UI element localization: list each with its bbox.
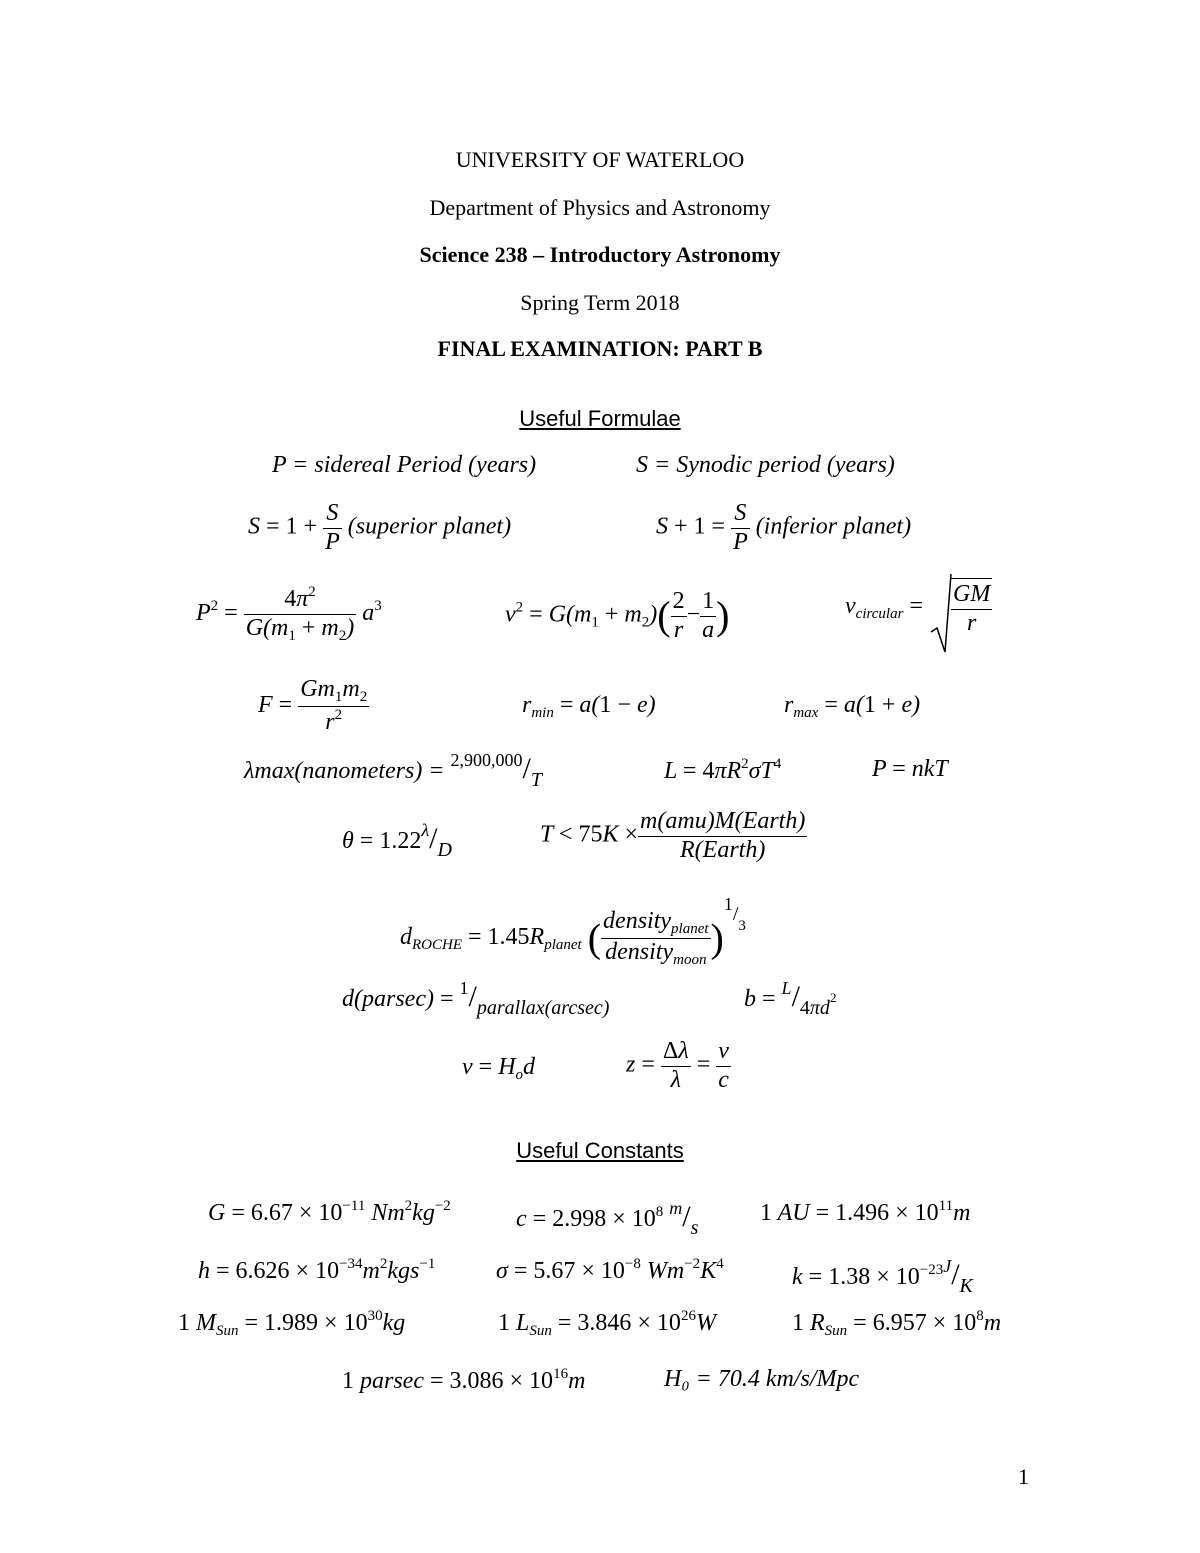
- stefan-boltzmann-equation: $L = 4\pi R^2\sigma T^4$: [664, 756, 782, 784]
- atmosphere-retention-equation: T < 75K × $\frac{\text{m(amu)M(Earth)}}{\text{R(Earth)}}$: [540, 808, 806, 863]
- synodic-definition: S = Synodic period (years): [636, 452, 895, 478]
- solar-mass: 1 $M_{Sun} = 1.989 \times 10^{30}kg$: [178, 1308, 406, 1339]
- wien-label: λmax(nanometers) =: [244, 758, 445, 784]
- brightness-equation: $b = ^L/_{4\pi d^2}$: [744, 978, 837, 1019]
- planck-constant: $h = 6.626 \times 10^{-34}m^2kgs^{-1}$: [198, 1256, 436, 1284]
- superior-note: (superior planet): [347, 513, 512, 540]
- roche-limit-equation: $d_{ROCHE} = 1.45R_{planet}$ ( $\frac{density_{planet}}{density_{moon}}$ )$^{1/}_3$: [400, 894, 746, 968]
- hubble-law-equation: $v = H_od$: [462, 1054, 536, 1083]
- term-title: Spring Term 2018: [520, 290, 680, 315]
- wien-law-equation: λmax(nanometers) = $^{2,900,000}/_T$: [244, 750, 543, 791]
- wien-numerator: 2,900,000: [450, 750, 523, 770]
- vis-viva-equation: $v^2 = G(m_1 + m_2)$( $\frac{2}{r}$ − $\frac{1}{a}$ ): [505, 588, 730, 643]
- hubble-constant: H₀ = 70.4 km/s/Mpc: [664, 1366, 860, 1392]
- page-number: 1: [1018, 1464, 1029, 1489]
- redshift-equation: z = $\frac{\Delta\lambda}{\lambda}$ = $\frac{v}{c}$: [626, 1038, 729, 1093]
- boltzmann-constant: $k = 1.38 \times 10^{-23J}/_K$: [792, 1256, 973, 1297]
- department-title: Department of Physics and Astronomy: [429, 195, 771, 220]
- speed-of-light: $c = 2.998 \times 10^8$ $^m/_s$: [516, 1198, 699, 1239]
- gravitational-force-equation: F = $\frac{Gm_1m_2}{r^2}$: [258, 676, 368, 736]
- astronomical-unit: 1 AU = $1.496 \times 10^{11}m$: [760, 1198, 971, 1226]
- course-title: Science 238 – Introductory Astronomy: [419, 242, 781, 267]
- stefan-boltzmann-constant: $\sigma = 5.67 \times 10^{-8}$ $Wm^{-2}K^4$: [496, 1256, 724, 1284]
- inferior-note: (inferior planet): [755, 513, 912, 540]
- solar-luminosity: 1 $L_{Sun} = 3.846 \times 10^{26}W$: [498, 1308, 716, 1339]
- wien-denominator: T: [530, 769, 543, 791]
- kepler-third-law: $P^2$ = $\frac{4\pi^2}{G(m_1 + m_2)}$ $a^3$: [196, 584, 382, 644]
- parsec-distance-equation: $d(parsec) = ^1/_{parallax(arcsec)}$: [342, 978, 610, 1019]
- superior-planet-equation: S = 1 + $\frac{S}{P}$ (superior planet): [248, 500, 512, 555]
- ideal-gas-equation: P = nkT: [872, 756, 948, 782]
- exam-title: FINAL EXAMINATION: PART B: [437, 336, 763, 361]
- inferior-planet-equation: S + 1 = $\frac{S}{P}$ (inferior planet): [656, 500, 912, 555]
- university-title: UNIVERSITY OF WATERLOO: [455, 147, 745, 172]
- constants-heading: Useful Constants: [516, 1138, 684, 1163]
- sidereal-definition: P = sidereal Period (years): [272, 452, 537, 478]
- formulae-heading: Useful Formulae: [519, 406, 681, 431]
- aphelion-equation: $r_{max} = a(1 + e)$: [784, 692, 921, 721]
- angular-resolution-equation: $\theta = 1.22^\lambda/_D$: [342, 820, 452, 861]
- solar-radius: 1 $R_{Sun} = 6.957 \times 10^8m$: [792, 1308, 1002, 1339]
- parsec-constant: 1 $parsec = 3.086 \times 10^{16}m$: [342, 1366, 586, 1394]
- perihelion-equation: $r_{min} = a(1 - e)$: [522, 692, 656, 721]
- circular-velocity-equation: $v_{circular}$ = $\frac{GM}{r}$: [845, 578, 992, 637]
- gravitational-constant: $G = 6.67 \times 10^{-11}$ $Nm^2kg^{-2}$: [208, 1198, 451, 1226]
